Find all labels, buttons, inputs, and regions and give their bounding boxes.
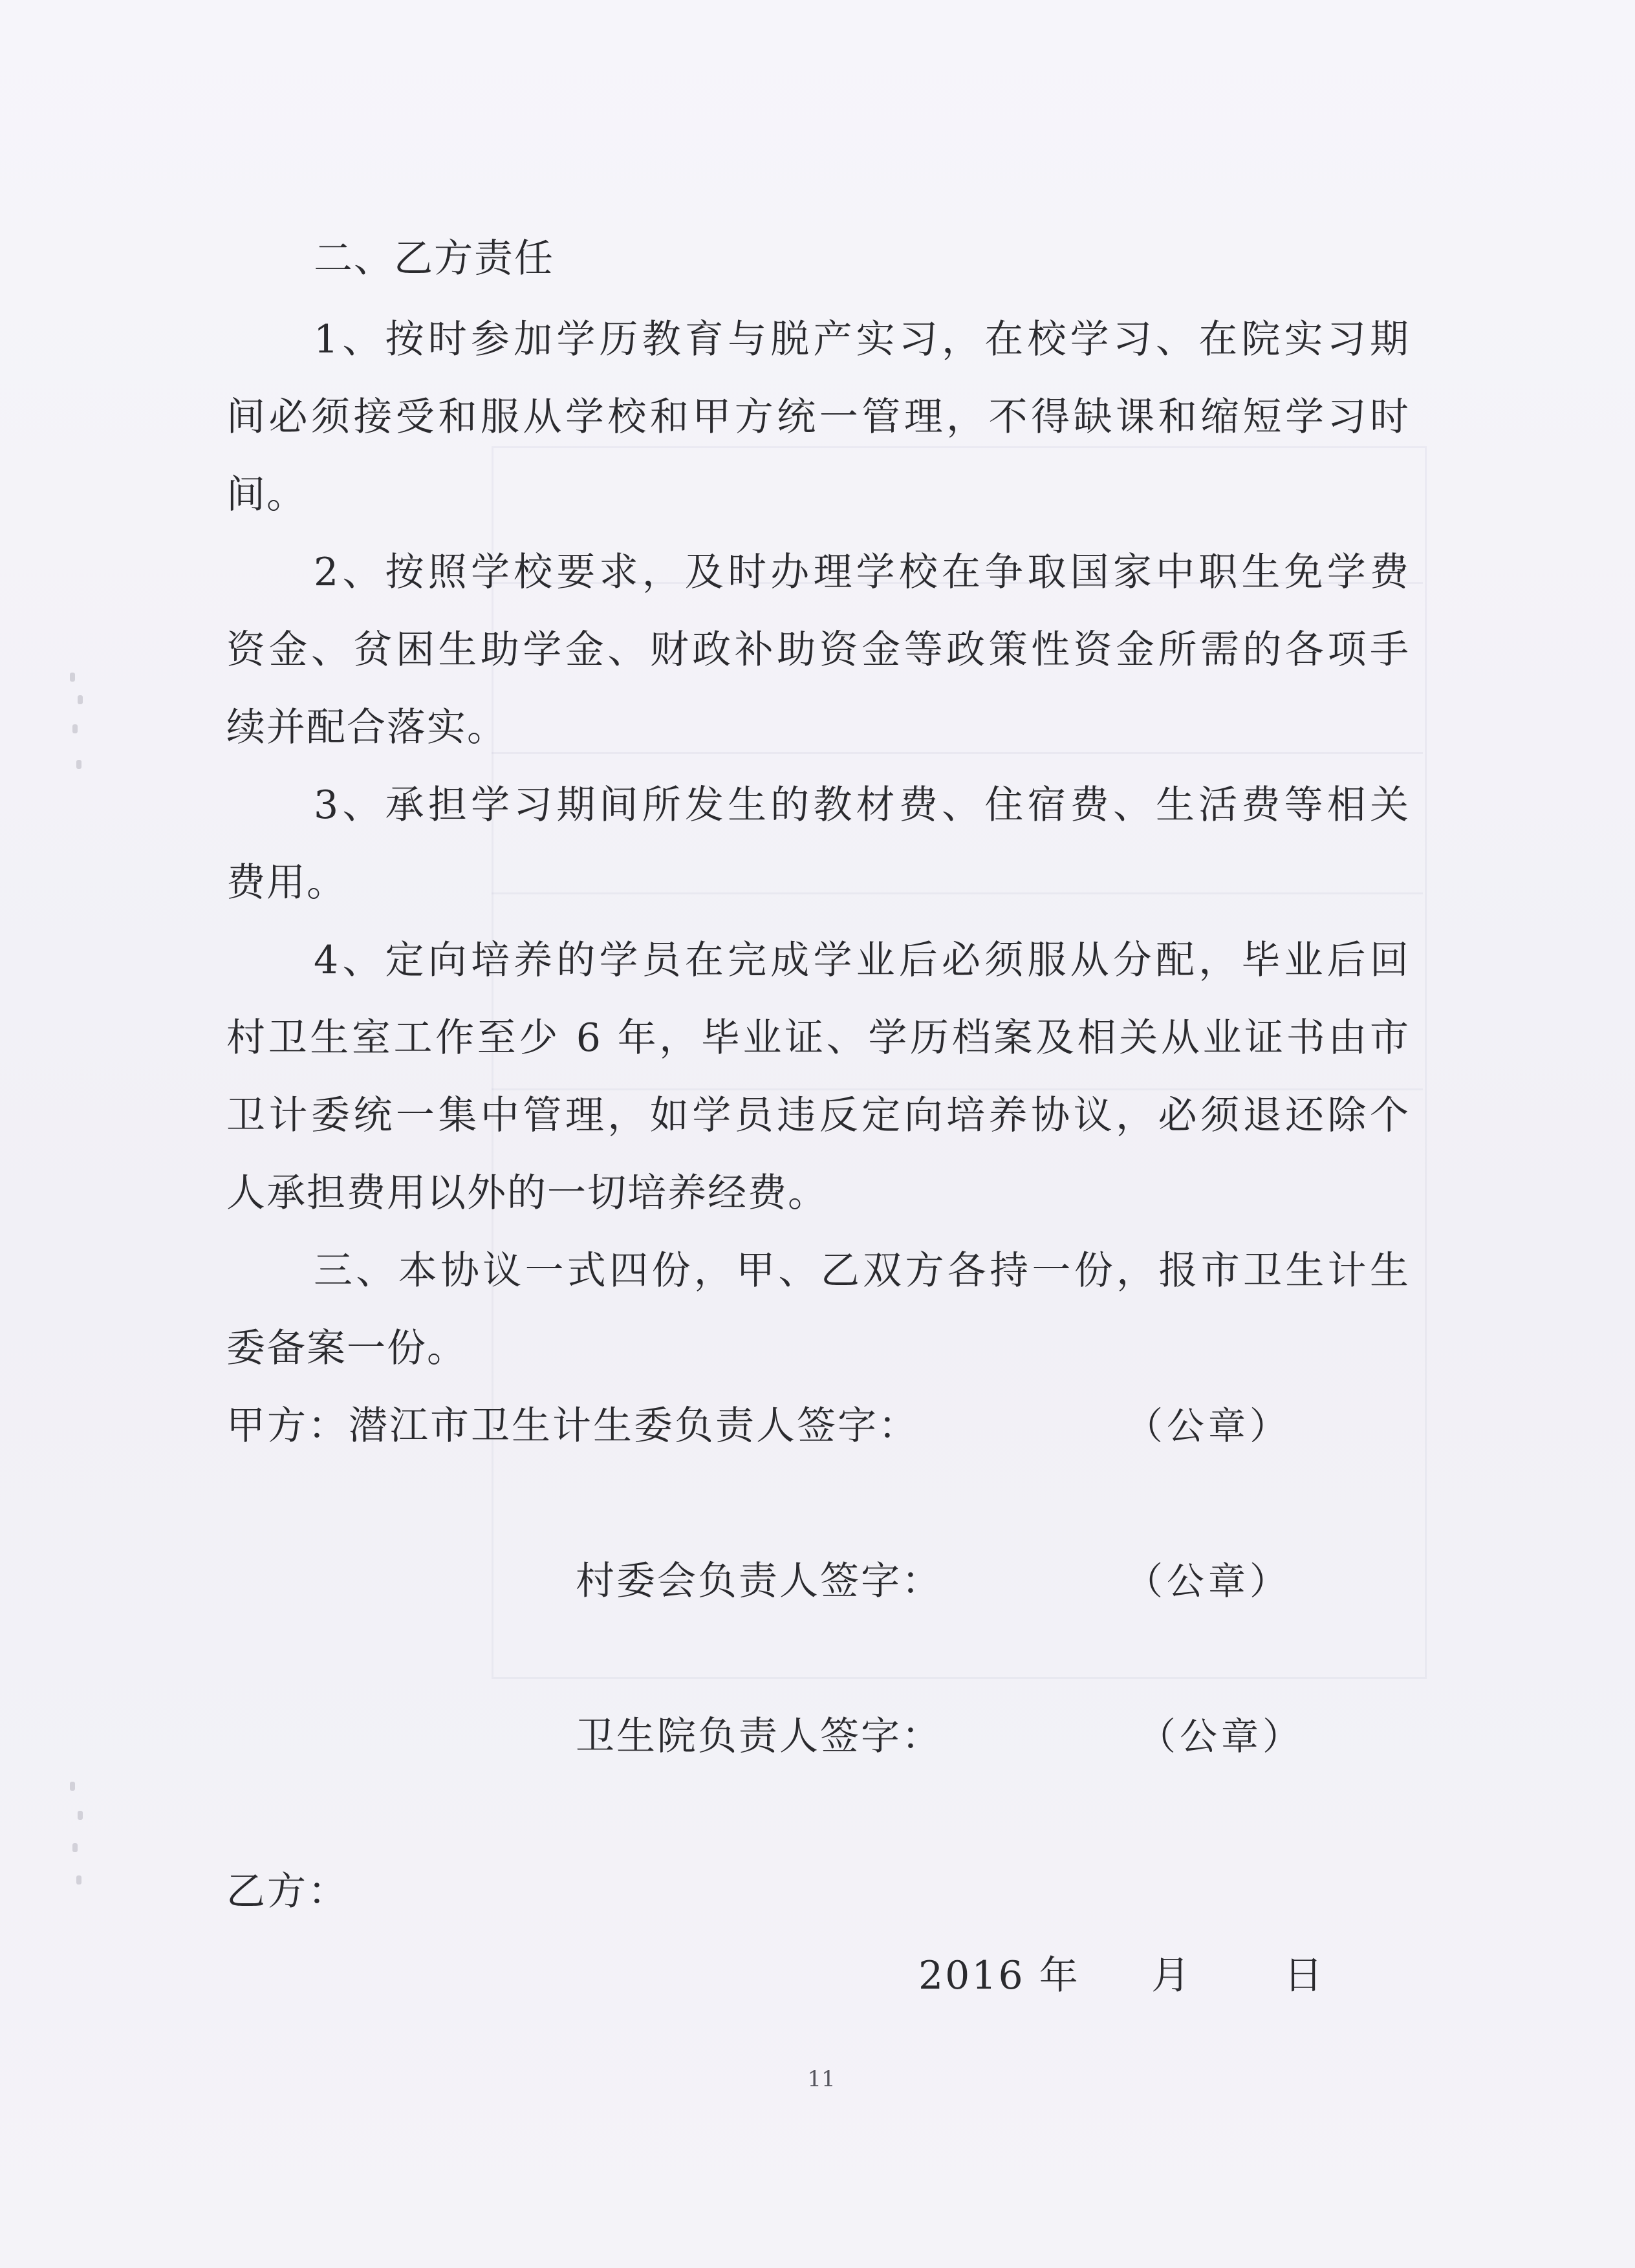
binding-hole: [70, 673, 75, 682]
clause-4-line-3: 卫计委统一集中管理，如学员违反定向培养协议，必须退还除个: [226, 1093, 1410, 1138]
date-day: 日: [1284, 1953, 1325, 1998]
binding-hole: [72, 1843, 78, 1852]
date-month: 月: [1151, 1953, 1192, 1998]
clause-2-line-1: 2、按照学校要求，及时办理学校在争取国家中职生免学费: [314, 550, 1410, 595]
village-committee-signature-label: 村委会负责人签字：: [576, 1559, 942, 1604]
binding-hole: [72, 724, 78, 733]
clause-1-line-3: 间。: [226, 472, 307, 517]
page-number: 11: [807, 2066, 836, 2092]
binding-hole: [78, 1811, 83, 1820]
date-year: 2016 年: [918, 1953, 1080, 1998]
clause-3-line-2: 费用。: [226, 860, 347, 905]
article-three-line-1: 三、本协议一式四份，甲、乙双方各持一份，报市卫生计生: [314, 1248, 1410, 1293]
binding-hole: [76, 760, 81, 769]
clause-4-line-4: 人承担费用以外的一切培养经费。: [226, 1171, 828, 1216]
hospital-signature-label: 卫生院负责人签字：: [576, 1714, 942, 1759]
clause-4-line-1: 4、定向培养的学员在完成学业后必须服从分配，毕业后回: [314, 938, 1410, 983]
section-title: 二、乙方责任: [314, 236, 554, 281]
party-a-signature-label: 甲方：潜江市卫生计生委负责人签字：: [226, 1403, 919, 1449]
clause-2-line-3: 续并配合落实。: [226, 705, 507, 750]
clause-2-line-2: 资金、贫困生助学金、财政补助资金等政策性资金所需的各项手: [226, 627, 1410, 673]
clause-1-line-1: 1、按时参加学历教育与脱产实习，在校学习、在院实习期: [314, 317, 1410, 362]
hospital-seal: （公章）: [1138, 1714, 1305, 1758]
binding-hole: [70, 1782, 75, 1791]
party-b-label: 乙方：: [226, 1869, 349, 1914]
clause-4-line-2: 村卫生室工作至少 6 年，毕业证、学历档案及相关从业证书由市: [226, 1015, 1410, 1061]
clause-1-line-2: 间必须接受和服从学校和甲方统一管理，不得缺课和缩短学习时: [226, 394, 1410, 440]
binding-hole: [78, 695, 83, 704]
article-three-line-2: 委备案一份。: [226, 1326, 467, 1371]
clause-3-line-1: 3、承担学习期间所发生的教材费、住宿费、生活费等相关: [314, 783, 1410, 828]
party-a-seal: （公章）: [1125, 1404, 1292, 1448]
binding-hole: [76, 1875, 81, 1885]
village-committee-seal: （公章）: [1125, 1559, 1292, 1603]
